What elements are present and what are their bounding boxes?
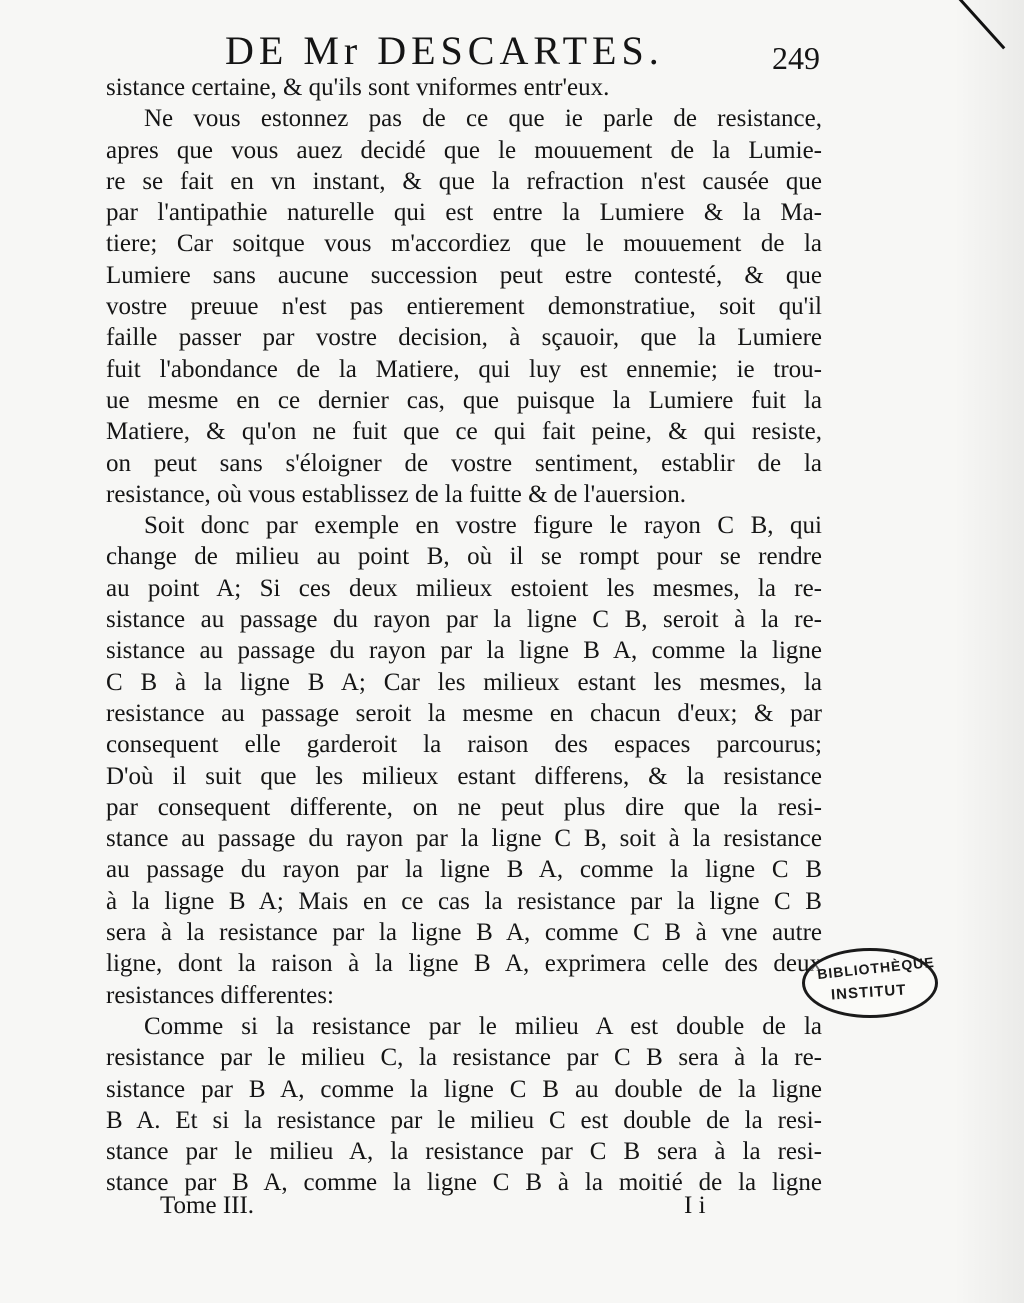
text-line: par consequent differente, on ne peut plus dire que la resi- xyxy=(106,793,822,821)
text-line: ue mesme en ce dernier cas, que puisque la Lumiere fuit la xyxy=(106,386,822,414)
text-line: re se fait en vn instant, & que la refraction n'est causée que xyxy=(106,167,822,195)
stamp-line-1: BIBLIOTHÈQUE xyxy=(816,953,936,983)
text-line: stance par B A, comme la ligne C B à la moitié de la ligne xyxy=(106,1169,822,1197)
library-stamp xyxy=(802,948,938,1018)
text-line: resistance par le milieu C, la resistance par C B sera à la re- xyxy=(106,1044,822,1072)
text-line: resistance, où vous establissez de la fuitte & de l'auersion. xyxy=(106,480,687,508)
text-line: sistance au passage du rayon par la ligne C B, seroit à la re- xyxy=(106,606,822,634)
text-line: Matiere, & qu'on ne fuit que ce qui fait peine, & qui resiste, xyxy=(106,418,822,446)
signature-mark: I i xyxy=(684,1192,706,1219)
text-line: sera à la resistance par la ligne B A, comme C B à vne autre xyxy=(106,919,822,947)
text-line: au point A; Si ces deux milieux estoient les mesmes, la re- xyxy=(106,574,822,602)
text-line: change de milieu au point B, où il se rompt pour se rendre xyxy=(106,543,822,571)
text-line: stance au passage du rayon par la ligne C B, soit à la resistance xyxy=(106,825,822,853)
text-line: D'où il suit que les milieux estant differens, & la resistance xyxy=(106,762,822,790)
text-line: on peut sans s'éloigner de vostre sentiment, establir de la xyxy=(106,449,822,477)
text-line: B A. Et si la resistance par le milieu C est double de la resi- xyxy=(106,1106,822,1134)
page-number: 249 xyxy=(772,40,820,76)
volume-label: Tome III. xyxy=(160,1192,255,1219)
text-line: Comme si la resistance par le milieu A est double de la xyxy=(144,1012,822,1040)
text-line: apres que vous auez decidé que le mouuement de la Lumie- xyxy=(106,136,822,164)
text-line: resistance au passage seroit la mesme en chacun d'eux; & par xyxy=(106,699,822,727)
text-line: au passage du rayon par la ligne B A, comme la ligne C B xyxy=(106,856,822,884)
text-line: sistance par B A, comme la ligne C B au double de la ligne xyxy=(106,1075,822,1103)
text-line: faille passer par vostre decision, à sçauoir, que la Lumiere xyxy=(106,324,822,352)
page-edge-shadow xyxy=(954,0,1024,1303)
text-line: Lumiere sans aucune succession peut estre contesté, & que xyxy=(106,261,822,289)
text-line: consequent elle garderoit la raison des espaces parcourus; xyxy=(106,731,822,759)
text-line: C B à la ligne B A; Car les milieux estant les mesmes, la xyxy=(106,668,822,696)
text-line: fuit l'abondance de la Matiere, qui luy est ennemie; ie trou- xyxy=(106,355,822,383)
text-line: sistance au passage du rayon par la ligne B A, comme la ligne xyxy=(106,637,822,665)
text-line: Ne vous estonnez pas de ce que ie parle de resistance, xyxy=(144,105,822,133)
text-line: ligne, dont la raison à la ligne B A, exprimera celle des deux xyxy=(106,950,822,978)
page-footer xyxy=(0,1188,1024,1228)
stamp-line-2: INSTITUT xyxy=(830,981,908,1004)
text-line: sistance certaine, & qu'ils sont vniformes entr'eux. xyxy=(106,74,610,101)
text-line: tiere; Car soitque vous m'accordiez que le mouuement de la xyxy=(106,230,822,258)
text-line: stance par le milieu A, la resistance par C B sera à la resi- xyxy=(106,1138,822,1166)
running-title: DE Mr DESCARTES. xyxy=(225,28,664,73)
body-text xyxy=(106,72,822,1199)
text-line: à la ligne B A; Mais en ce cas la resistance par la ligne C B xyxy=(106,887,822,915)
text-line: par l'antipathie naturelle qui est entre la Lumiere & la Ma- xyxy=(106,199,822,227)
running-head xyxy=(0,26,1024,76)
text-line: resistances differentes: xyxy=(106,981,334,1009)
text-line: Soit donc par exemple en vostre figure le rayon C B, qui xyxy=(144,512,822,540)
text-line: vostre preuue n'est pas entierement demonstratiue, soit qu'il xyxy=(106,293,822,321)
